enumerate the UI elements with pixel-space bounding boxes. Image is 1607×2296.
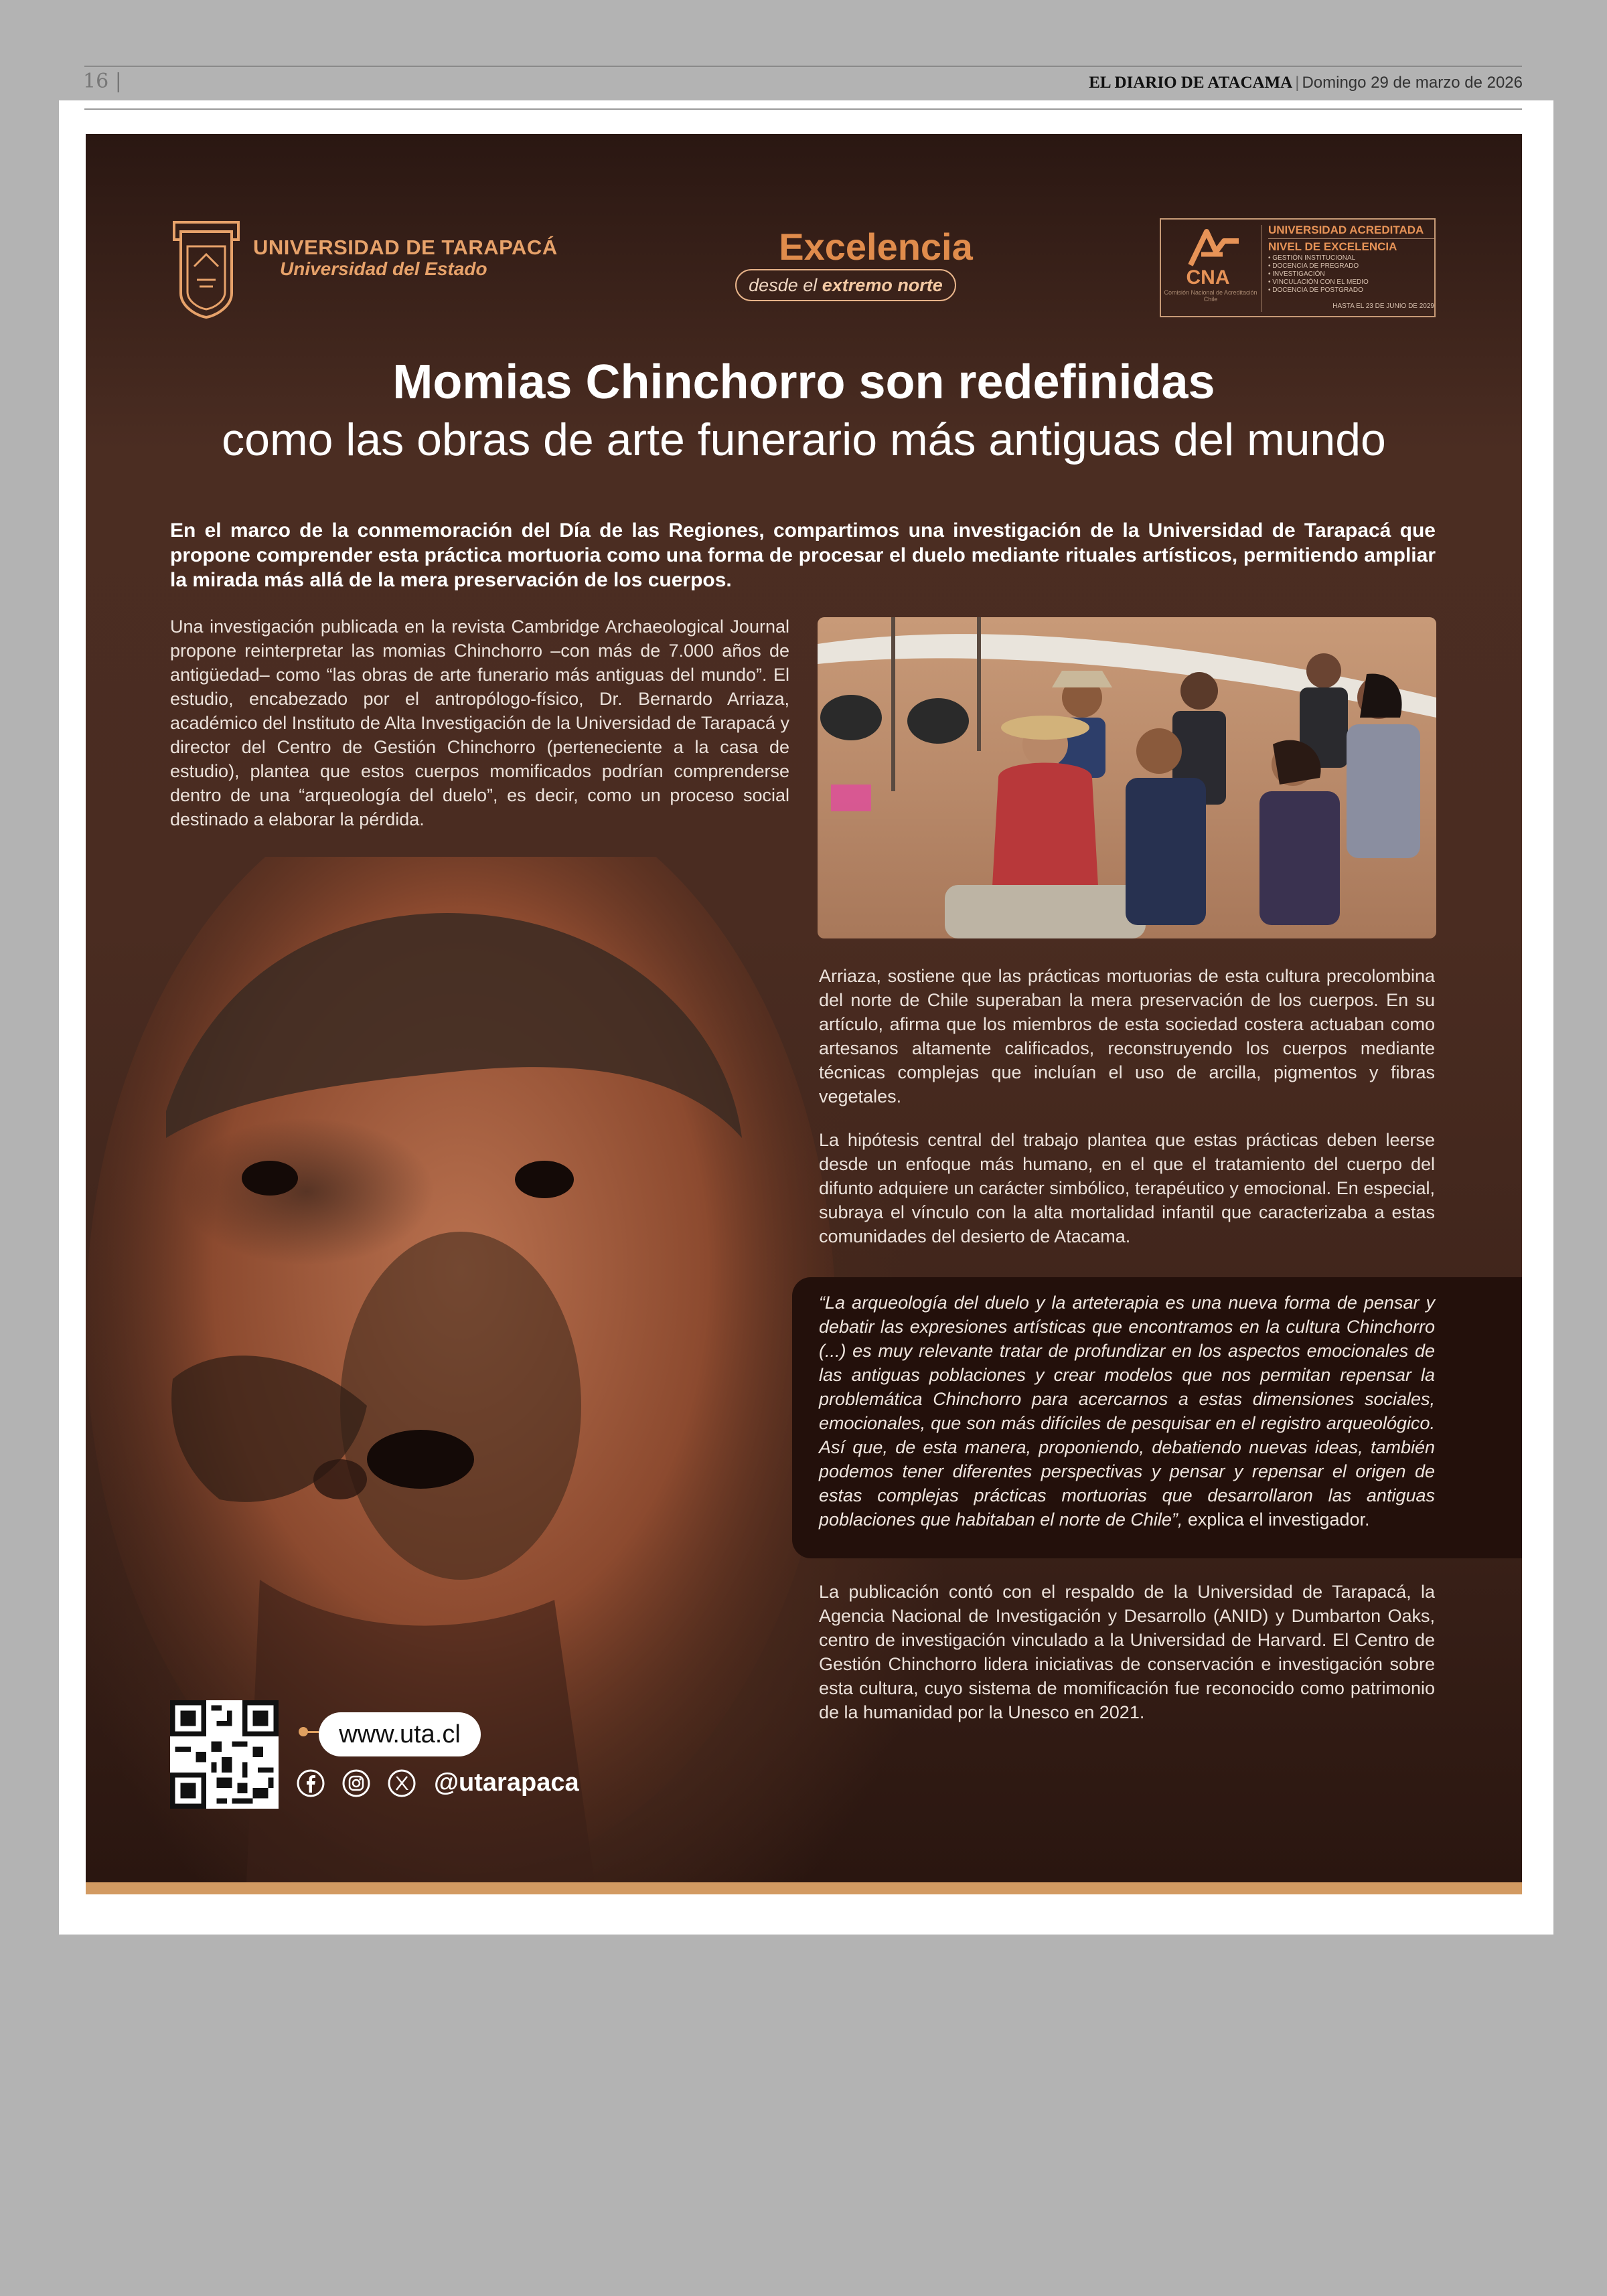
facebook-icon[interactable] — [296, 1769, 325, 1798]
cna-heading-1: UNIVERSIDAD ACREDITADA — [1268, 224, 1424, 236]
cna-area: • GESTIÓN INSTITUCIONAL — [1268, 254, 1356, 262]
university-shield-icon — [170, 220, 242, 320]
issue-date: Domingo 29 de marzo de 2026 — [1302, 74, 1523, 92]
instagram-icon[interactable] — [341, 1769, 371, 1798]
excellence-tagline — [735, 269, 956, 301]
page-number-value: 16 — [83, 70, 109, 93]
subheadline: como las obras de arte funerario más antiguas del mundo — [222, 414, 1386, 465]
lead-paragraph: En el marco de la conmemoración del Día de las Regiones, compartimos una investigación de la Universidad de Tarapacá que propone comprender esta práctica mortuoria como una forma de procesar el duelo mediante rituales artísticos, permitiendo ampliar la mirada más allá de la mera preservación de los cuerpos. — [170, 519, 1436, 591]
university-subtitle: Universidad del Estado — [280, 258, 487, 279]
cna-accreditation-badge — [1160, 218, 1436, 317]
quote-attribution: explica el investigador. — [1182, 1509, 1370, 1530]
tagline-prefix: desde el — [749, 275, 818, 295]
social-handle[interactable]: @utarapaca — [434, 1769, 579, 1797]
paper-rule — [84, 108, 1522, 110]
research-team-photo — [818, 617, 1436, 938]
university-name: UNIVERSIDAD DE TARAPACÁ — [253, 236, 558, 259]
cna-until-date: HASTA EL 23 DE JUNIO DE 2029 — [1332, 303, 1434, 310]
website-link[interactable]: www.uta.cl — [319, 1712, 481, 1756]
body-paragraph: La publicación contó con el respaldo de la Universidad de Tarapacá, la Agencia Nacional de Investigación y Desarrollo (ANID) y Dumbarton Oaks, centro de investigación vinculado a la Universidad de Harvard. El Centro de Gestión Chinchorro lidera iniciativas de conservación e investigación sobre esta cultura, cuyo sistema de momificación fue reconocido como patrimonio de la humanidad por la Unesco en 2021. — [819, 1582, 1435, 1722]
cna-letters: CNA — [1186, 266, 1230, 289]
cna-caption: Comisión Nacional de Acreditación Chile — [1164, 289, 1257, 303]
quote-text: “La arqueología del duelo y la arteterapia es una nueva forma de pensar y debatir las expresiones artísticas que encontramos en la cultura Chinchorro (...) es muy relevante tratar de profundizar en los aspectos emocionales de las antiguas poblaciones y crear modelos que nos permitan repensar la problemática Chinchorro para acercarnos a estas dimensiones sociales, emocionales, que son más difíciles de pesquisar en el registro arqueológico. Así que, de esta manera, proponiendo, debatiendo nuevas ideas, también podemos tener diferentes perspectivas y pensar y repensar el origen de estas complejas prácticas mortuorias que desarrollaron las antiguas poblaciones que habitaban el norte de Chile”, — [819, 1293, 1435, 1530]
cna-heading — [1268, 224, 1434, 254]
body-paragraph: Arriaza, sostiene que las prácticas mortuorias de esta cultura precolombina del norte de Chile superaban la mera preservación de los cuerpos. En su artículo, afirma que los miembros de esta sociedad costera actuaban como artesanos altamente calificados, reconstruyendo los cuerpos mediante técnicas complejas que incluían el uso de arcilla, pigmentos y fibras vegetales. — [819, 966, 1435, 1106]
cna-heading-2: NIVEL DE EXCELENCIA — [1268, 240, 1397, 253]
headline: Momias Chinchorro son redefinidas — [392, 355, 1215, 409]
body-paragraph: Una investigación publicada en la revista Cambridge Archaeological Journal propone reinterpretar las momias Chinchorro –con más de 7.000 años de antigüedad– como “las obras de arte funerario más antiguas del mundo”. El estudio, encabezado por el antropólogo-físico, Dr. Bernardo Arriaza, académico del Instituto de Alta Investigación de la Universidad de Tarapacá y director del Centro de Gestión Chinchorro (perteneciente a la casa de estudio), plantea que estos cuerpos momificados podrían comprenderse dentro de una “arqueología del duelo”, es decir, como un proceso social destinado a elaborar la pérdida. — [170, 617, 789, 829]
qr-code-icon[interactable] — [170, 1700, 279, 1809]
header-rule — [84, 66, 1522, 67]
x-twitter-icon[interactable] — [387, 1769, 416, 1798]
advertisement — [86, 134, 1522, 1882]
page-number: 16 | — [83, 70, 122, 93]
excellence-title: Excelencia — [779, 226, 973, 268]
newspaper-name: EL DIARIO DE ATACAMA — [1089, 74, 1293, 92]
running-head: EL DIARIO DE ATACAMA | Domingo 29 de marzo de 2026 — [1089, 74, 1523, 92]
cna-area: • DOCENCIA DE POSTGRADO — [1268, 286, 1363, 294]
ad-bottom-bar — [86, 1882, 1522, 1894]
url-connector-line — [304, 1731, 319, 1733]
cna-divider — [1261, 225, 1262, 312]
cna-area: • INVESTIGACIÓN — [1268, 270, 1325, 278]
cna-area: • DOCENCIA DE PREGRADO — [1268, 262, 1359, 270]
body-paragraph: La hipótesis central del trabajo plantea que estas prácticas deben leerse desde un enfoque más humano, en el que el tratamiento del cuerpo del difunto adquiere un carácter simbólico, terapéutico y emocional. En especial, subraya el vínculo con la alta mortalidad infantil que caracterizaba a estas comunidades del desierto de Atacama. — [819, 1130, 1435, 1246]
tagline-bold: extremo norte — [822, 275, 943, 295]
pull-quote — [819, 1291, 1435, 1532]
cna-area: • VINCULACIÓN CON EL MEDIO — [1268, 278, 1369, 286]
cna-areas-list — [1268, 254, 1434, 295]
